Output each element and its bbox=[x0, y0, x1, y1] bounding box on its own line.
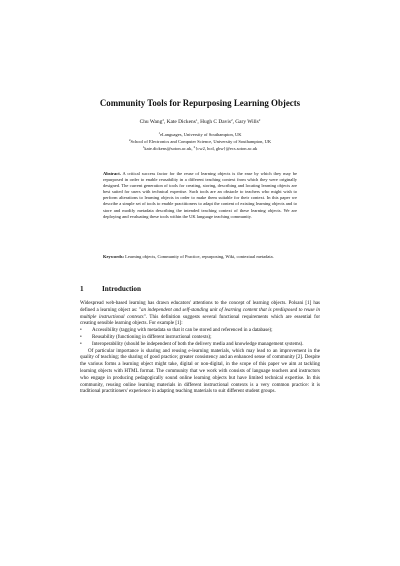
author-name: Gary Wills bbox=[235, 119, 259, 125]
email-mark: 2 bbox=[193, 145, 196, 149]
section-number: 1 bbox=[80, 285, 84, 293]
list-item-text: Reusability (functioning in different instructional contexts); bbox=[92, 334, 212, 340]
body-text: . This definition suggests several functional requirements which are essential for creating sensible learning objects. For example [1]: bbox=[80, 314, 320, 327]
email-mark: 1 bbox=[142, 145, 145, 149]
keywords-text: Learning objects, Community of Practice, repurposing, Wiki, contextual metadata. bbox=[125, 254, 274, 259]
author-affiliation-mark: 2 bbox=[162, 118, 164, 122]
author-name: Chu Wang bbox=[139, 119, 163, 125]
section-body bbox=[80, 301, 320, 396]
body-text: Widespread web-based learning has drawn educators' attentions to the concept of learning objects. Polsani [1] has defined a learning object as: bbox=[80, 301, 320, 313]
list-item bbox=[80, 342, 320, 349]
author-affiliation-mark: 2 bbox=[230, 118, 233, 122]
list-item bbox=[80, 335, 320, 342]
affiliation-mark: 2 bbox=[128, 138, 131, 142]
abstract-label: Abstract. bbox=[103, 171, 121, 176]
requirements-list bbox=[80, 328, 320, 348]
email-address: {cw2, hcd, gbw}@ecs.soton.ac.uk bbox=[195, 146, 258, 151]
list-item-text: Interoperability (should be independent of both the delivery media and knowledge management systems). bbox=[92, 341, 304, 347]
abstract bbox=[103, 171, 297, 220]
affiliation-text: eLanguages, University of Southampton, UK bbox=[160, 132, 242, 137]
affiliation-line bbox=[60, 131, 340, 137]
affiliation-mark: 1 bbox=[158, 131, 161, 135]
paper-title: Community Tools for Repurposing Learning Objects bbox=[99, 98, 301, 108]
email-address: kate.dickens@soton.ac.uk, bbox=[144, 146, 193, 151]
body-paragraph: Of particular importance is sharing and reusing e-learning materials, which may lead to an improvement in the quality of teaching; the sharing of good practice; greater consistency and an enhanced sense of community [2]. Despite the various forms a learning object might take, digital or non-digital, in the scope of this paper we aim at tackling learning objects with HTML format. The community that we work with consists of language teachers and instructors who engage in producing pedagogically sound online learning objects but have limited technical expertise. In this community, reusing online learning materials in different instructional contexts is a very common practice: it is traditional practitioners' experience in adapting teaching materials to suit different student groups. bbox=[80, 348, 320, 395]
list-item bbox=[80, 328, 320, 335]
author-list: Chu Wang$^2$, Kate Dickens$^1$, Hugh C Davis$^2$, Gary Wills$^2$ bbox=[139, 118, 261, 125]
section-heading bbox=[80, 285, 141, 293]
list-item-text: Accessibility (tagging with metadata so that it can be stored and referenced in a database); bbox=[92, 328, 273, 334]
bullet-mark: • bbox=[80, 334, 82, 340]
affiliation-line bbox=[60, 138, 340, 144]
abstract-text: A critical success factor for the reuse of learning objects is the ease by which they may be repurposed in order to enable reusability in a different teaching context from which they were originally designed. The current generation of tools for creating, storing, describing and locating learning objects are best suited for users with technical expertise. Such tools are an obstacle to teachers who might wish to perform alterations to learning objects in order to make them suitable for their context. In this paper we describe a simple set of tools to enable practitioners to adapt the content of existing learning objects and to store and modify metadata describing the intended teaching context of these learning objects. We are deploying and evaluating these tools within the UK language teaching community. bbox=[103, 171, 297, 219]
keywords bbox=[103, 254, 297, 260]
author-affiliation-mark: 2 bbox=[258, 118, 261, 122]
keywords-label: Keywords: bbox=[103, 254, 124, 259]
author-name: Hugh C Davis bbox=[200, 119, 231, 125]
bullet-mark: • bbox=[80, 328, 82, 334]
email-line bbox=[60, 145, 340, 151]
section-title: Introduction bbox=[102, 285, 142, 293]
affiliation-text: School of Electronics and Computer Science, University of Southampton, UK bbox=[130, 139, 272, 144]
author-affiliation-mark: 1 bbox=[195, 118, 198, 122]
author-name: Kate Dickens bbox=[166, 119, 196, 125]
bullet-mark: • bbox=[80, 341, 82, 347]
definition-quote: "an independent and self-standing unit of learning content that is predisposed to reuse in multiple instructional contexts" bbox=[80, 307, 320, 320]
body-paragraph bbox=[80, 301, 320, 328]
